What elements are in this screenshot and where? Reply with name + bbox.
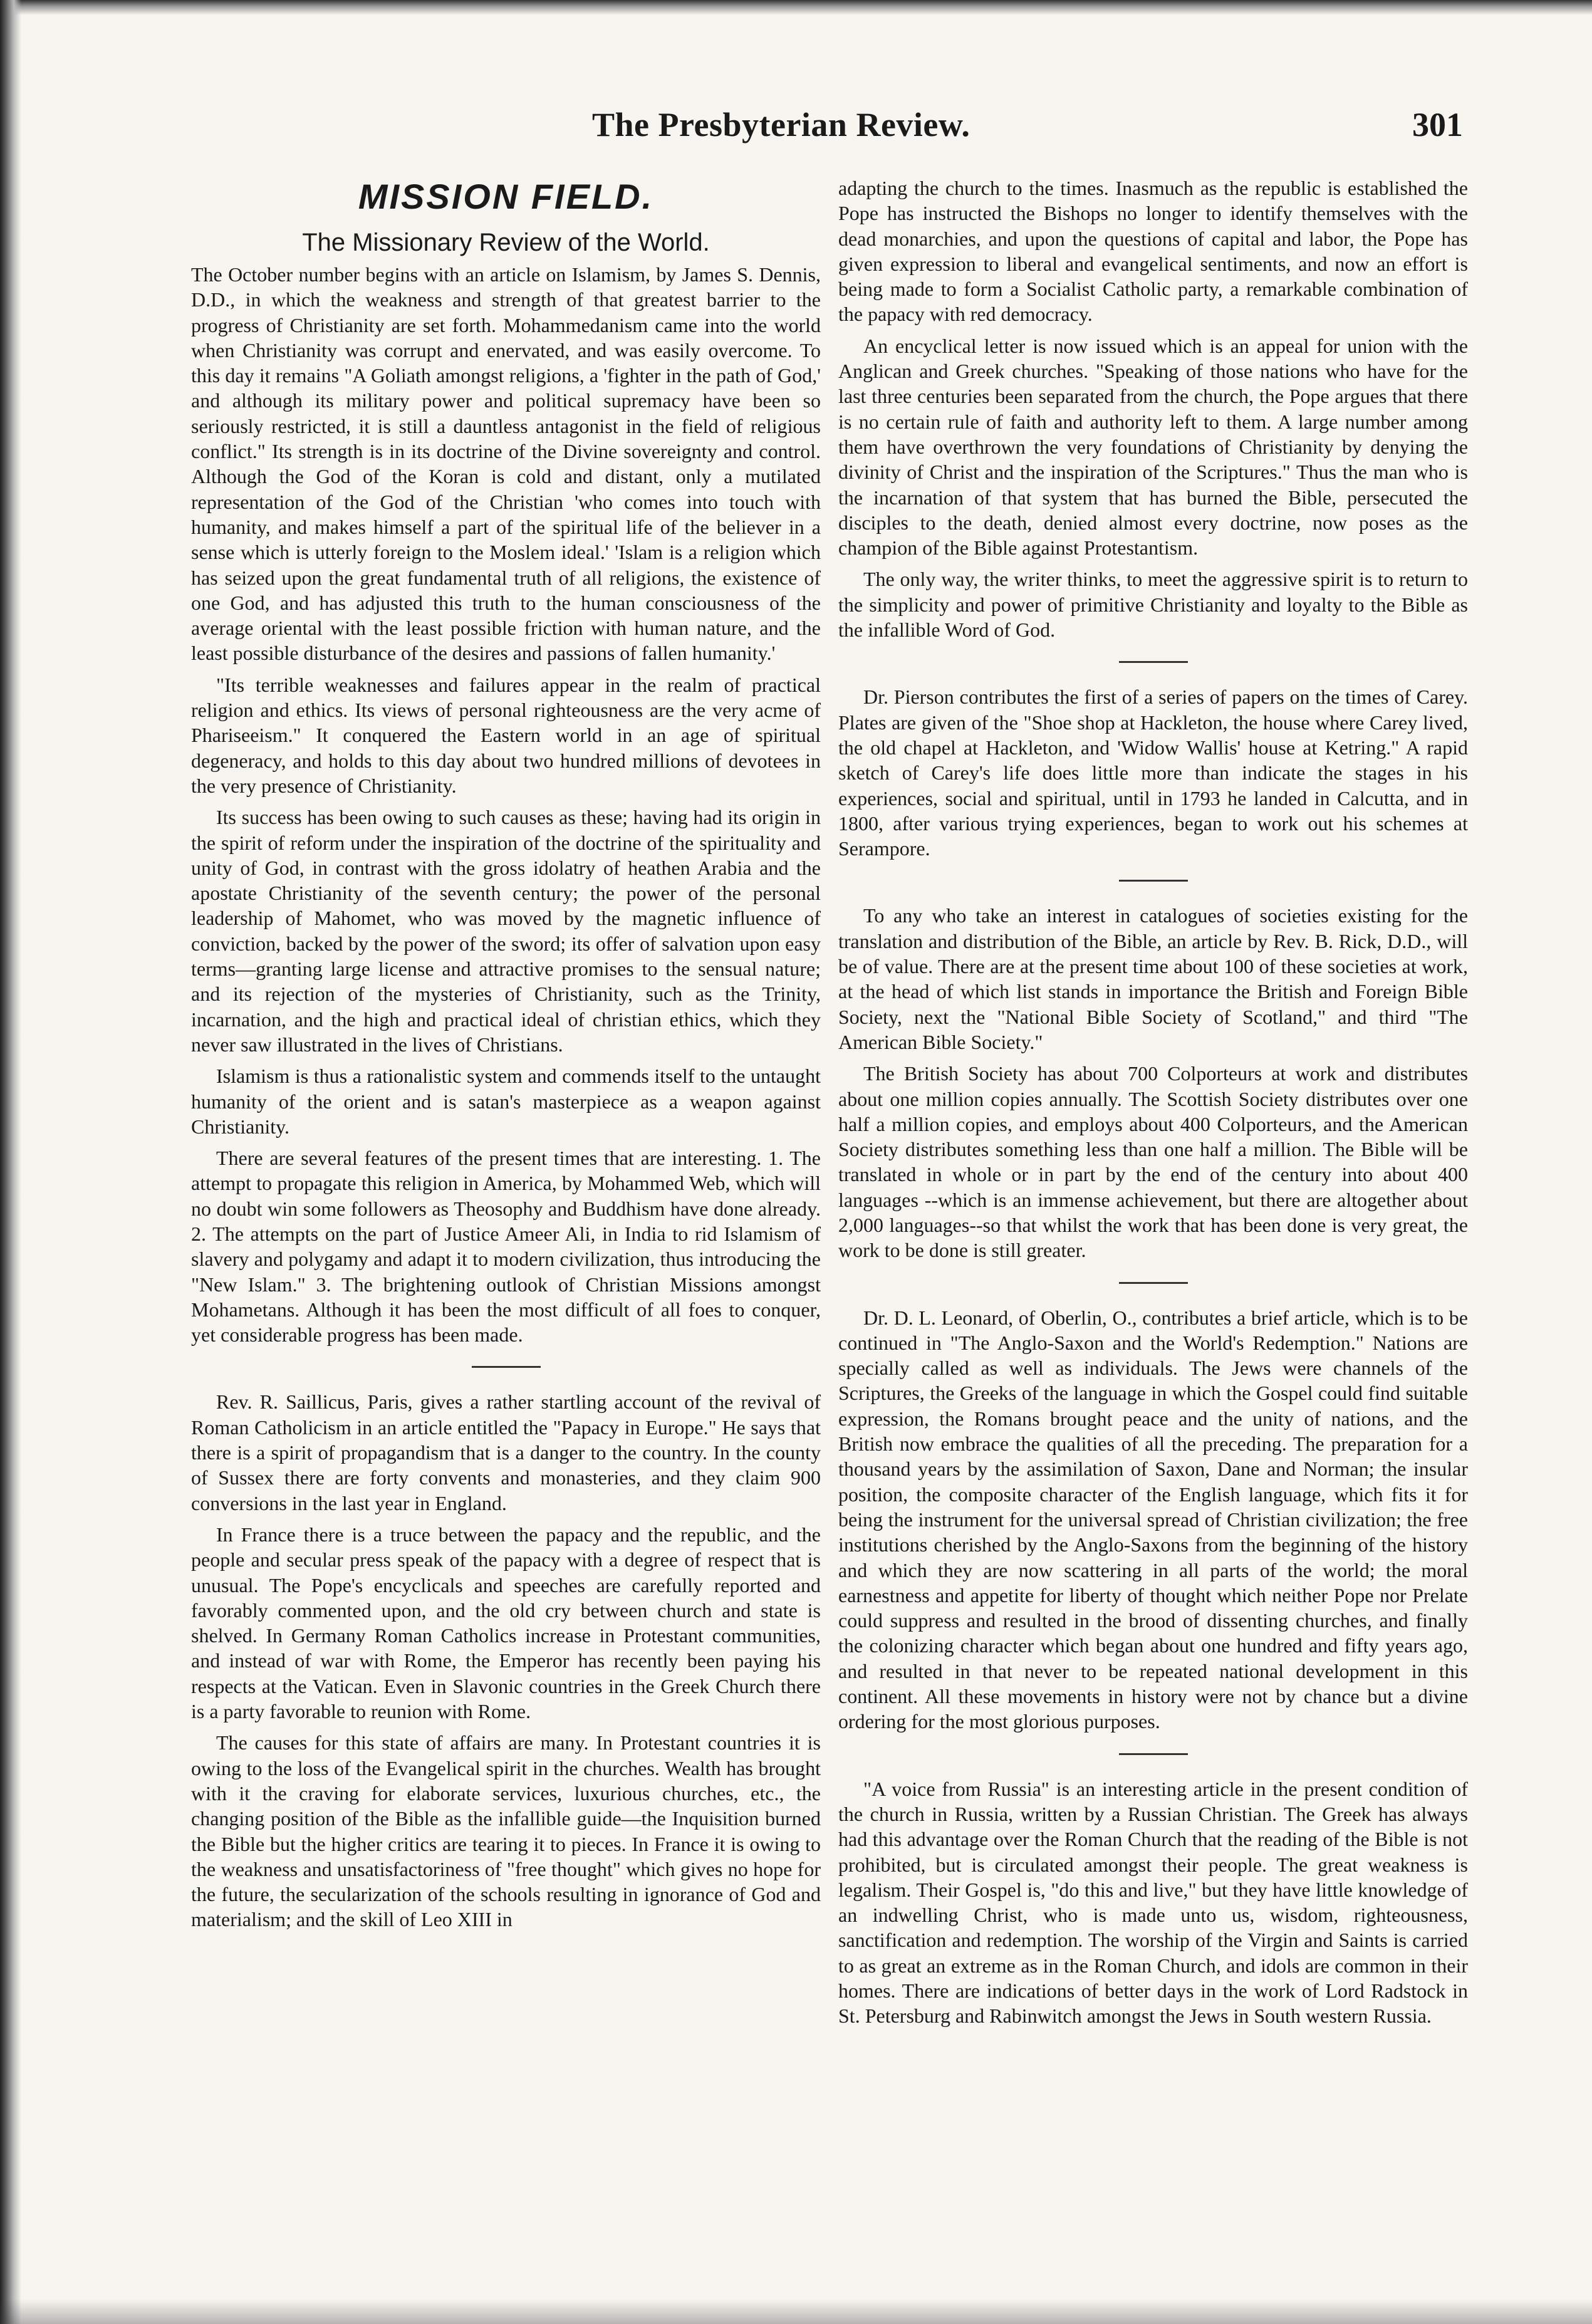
paragraph: An encyclical letter is now issued which is an appeal for union with the Anglican and Greek churches. "Speaking of those nations who have for the last three centuries been separated from the church, the Pope argues that there is no certain rule of faith and authority left to them. A large number among them have overthrown the very foundations of Christianity by denying the divinity of Christ and the inspiration of the Scriptures." Thus the man who is the incarnation of that system that has burned the Bible, persecuted the disciples to the death, denied almost every doctrine, now poses as the champion of the Bible against Protestantism. [838, 334, 1468, 560]
paragraph: To any who take an interest in catalogues of societies existing for the translation and distribution of the Bible, an article by Rev. B. Rick, D.D., will be of value. There are at the present time about 100 of these societies at work, at the head of which list stands in importance the British and Foreign Bible Society, next the "National Bible Society of Scotland," and third "The American Bible Society." [838, 904, 1468, 1053]
paragraph: Dr. Pierson contributes the first of a series of papers on the times of Carey. Plates are given of the "Shoe shop at Hackleton, the house where Carey lived, the old chapel at Hackleton, and 'Widow Wallis' house at Ketring." A rapid sketch of Carey's life does little more than indicate the stages in his experiences, social and spiritual, until in 1793 he landed in Calcutta, and in 1800, after various trying experiences, began to work out his schemes at Serampore. [838, 685, 1468, 860]
scan-bottom-edge [0, 2299, 1592, 2324]
paragraph: The British Society has about 700 Colporteurs at work and distributes about one million copies annually. The Scottish Society distributes over one half a million copies, and employs about 400 Colporteurs, and the American Society distributes something less than one half a million. The Bible will be translated in whole or in part by the end of the century into about 400 languages --which is an immense achievement, but there are altogether about 2,000 languages--so that whilst the work that has been done is very great, the work to be done is still greater. [838, 1062, 1468, 1262]
paragraph: The only way, the writer thinks, to meet the aggressive spirit is to return to the simplicity and power of primitive Christianity and loyalty to the Bible as the infallible Word of God. [838, 568, 1468, 642]
paragraph: There are several features of the present times that are interesting. 1. The attempt to propagate this religion in America, by Mohammed Web, which will no doubt win some followers as Theosophy and Buddhism have done already. 2. The attempts on the part of Justice Ameer Ali, in India to rid Islamism of slavery and polygamy and adapt it to modern civilization, thus introducing the "New Islam." 3. The brightening outlook of Christian Missions amongst Mohametans. Although it has been the most difficult of all foes to conquer, yet considerable progress has been made. [191, 1147, 821, 1347]
section-divider [1119, 661, 1188, 663]
journal-title: The Presbyterian Review. [592, 106, 970, 143]
article-title: The Missionary Review of the World. [302, 229, 710, 256]
paragraph: adapting the church to the times. Inasmuch as the republic is established the Pope has instructed the Bishops no longer to identify themselves with the dead monarchies, and upon the questions of capital and labor, the Pope has given expression to liberal and evangelical sentiments, and now an effort is being made to form a Socialist Catholic party, a remarkable combination of the papacy with red democracy. [838, 177, 1468, 326]
page-number: 301 [1412, 106, 1463, 143]
paragraph: The October number begins with an article on Islamism, by James S. Dennis, D.D., in which the weakness and strength of that greatest barrier to the progress of Christianity are set forth. Mohammedanism came into the world when Christianity was corrupt and enervated, and was easily overcome. To this day it remains "A Goliath amongst religions, a 'fighter in the path of God,' and although its military power and political supremacy have been so seriously restricted, it is still a dauntless antagonist in the field of religious conflict." Its strength is in its doctrine of the Divine sovereignty and control. Although the God of the Koran is cold and distant, only a mutilated representation of the God of the Christian 'who comes into touch with humanity, and makes himself a part of the spiritual life of the believer in a sense which is utterly foreign to the Moslem ideal.' 'Islam is a religion which has seized upon the great fundamental truth of all religions, the existence of one God, and has adjusted this truth to the human consciousness of the average oriental with the least possible friction with human nature, and the least possible disturbance of the desires and passions of fallen humanity.' [191, 263, 821, 665]
paragraph: Dr. D. L. Leonard, of Oberlin, O., contributes a brief article, which is to be continued in "The Anglo-Saxon and the World's Redemption." Nations are specially called as well as individuals. The Jews were channels of the Scriptures, the Greeks of the language in which the Gospel could find suitable expression, the Romans brought peace and the unity of nations, and the British now embrace the qualities of all the preceding. The preparation for a thousand years by the assimilation of Saxon, Dane and Norman; the insular position, the composite character of the English language, which fits it for being the instrument for the universal spread of Christian civilization; the free institutions cherished by the Anglo-Saxons from the beginning of the history and which they are now scattering in all parts of the world; the moral earnestness and appetite for liberty of thought which neither Pope nor Prelate could suppress and resulted in the brood of dissenting churches, and finally the colonizing character which began about one hundred and fifty years ago, and resulted in that never to be repeated national development in this continent. All these movements in history were not by chance but a divine ordering for the most glorious purposes. [838, 1306, 1468, 1733]
section-divider [1119, 1282, 1188, 1284]
paragraph: Islamism is thus a rationalistic system and commends itself to the untaught humanity of the orient and is satan's masterpiece as a weapon against Christianity. [191, 1065, 821, 1138]
paragraph: "Its terrible weaknesses and failures appear in the realm of practical religion and ethics. Its views of personal righteousness are the very acme of Phariseeism." It conquered the Eastern world in an age of spiritual degeneracy, and holds to this day about two hundred millions of devotees in the very presence of Christianity. [191, 673, 821, 797]
section-divider [1119, 880, 1188, 882]
paragraph: The causes for this state of affairs are many. In Protestant countries it is owing to the loss of the Evangelical spirit in the churches. Wealth has brought with it the craving for elaborate services, luxurious churches, etc., the changing position of the Bible as the infallible guide—the Inquisition burned the Bible but the higher critics are tearing it to pieces. In France it is owing to the weakness and unsatisfactoriness of "free thought" which gives no hope for the future, the secularization of the schools resulting in ignorance of God and materialism; and the skill of Leo XIII in [191, 1731, 821, 1931]
paragraph: Its success has been owing to such causes as these; having had its origin in the spirit of reform under the inspiration of the doctrine of the spirituality and unity of God, in contrast with the gross idolatry of heathen Arabia and the apostate Christianity of the seventh century; the power of the personal leadership of Mahomet, who was moved by the magnetic influence of conviction, backed by the power of the sword; its offer of salvation upon easy terms—granting large license and attractive promises to the sensual nature; and its rejection of the mysteries of Christianity, such as the Trinity, incarnation, and the high and practical ideal of christian ethics, which they never saw illustrated in the lives of Christians. [191, 806, 821, 1056]
scan-left-edge [0, 0, 21, 2324]
section-title: MISSION FIELD. [358, 177, 654, 216]
section-divider [472, 1366, 541, 1368]
running-head [182, 105, 1463, 155]
paragraph: "A voice from Russia" is an interesting article in the present condition of the church in Russia, written by a Russian Christian. The Greek has always had this advantage over the Roman Church that the reading of the Bible is not prohibited, but is circulated amongst their people. The great weakness is legalism. Their Gospel is, "do this and live," but they have little knowledge of an indwelling Christ, who is made unto us, wisdom, righteousness, sanctification and redemption. The worship of the Virgin and Saints is carried to as great an extreme as in the Roman Church, and idols are common in their homes. There are indications of better days in the work of Lord Radstock in St. Petersburg and Rabinwitch amongst the Jews in South western Russia. [838, 1777, 1468, 2028]
section-divider [1119, 1753, 1188, 1755]
scan-top-edge [0, 0, 1592, 15]
paragraph: Rev. R. Saillicus, Paris, gives a rather startling account of the revival of Roman Catholicism in an article entitled the "Papacy in Europe." He says that there is a spirit of propagandism that is a danger to the country. In the county of Sussex there are forty convents and monasteries, and they claim 900 conversions in the last year in England. [191, 1390, 821, 1514]
left-column [191, 175, 821, 1939]
right-column [838, 175, 1468, 2035]
paragraph: In France there is a truce between the papacy and the republic, and the people and secular press speak of the papacy with a degree of respect that is unusual. The Pope's encyclicals and speeches are carefully reported and favorably commented upon, and the old cry between church and state is shelved. In Germany Roman Catholics increase in Protestant communities, and instead of war with Rome, the Emperor has recently been paying his respects at the Vatican. Even in Slavonic countries in the Greek Church there is a party favorable to reunion with Rome. [191, 1523, 821, 1723]
